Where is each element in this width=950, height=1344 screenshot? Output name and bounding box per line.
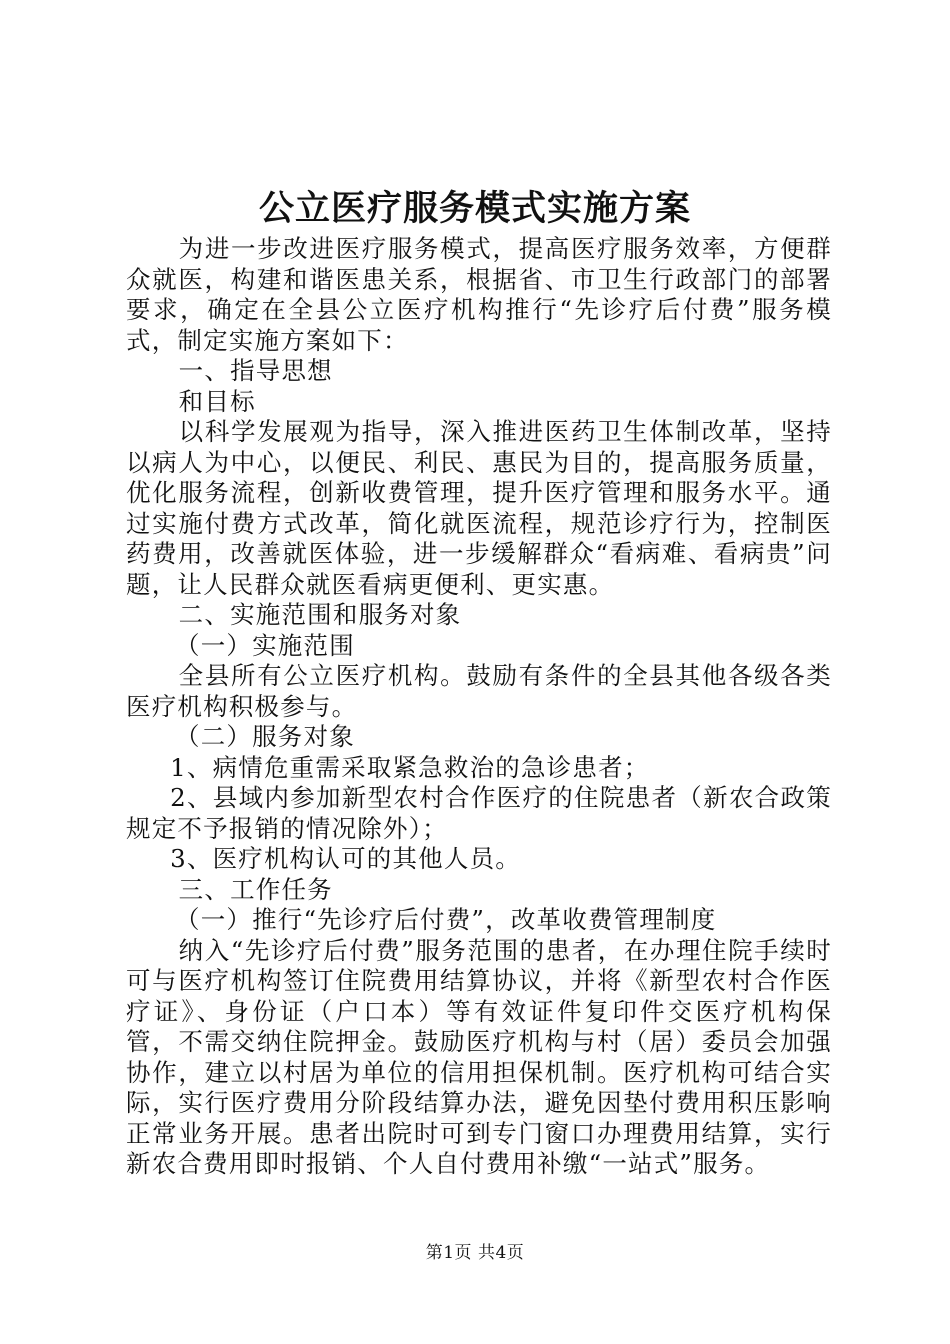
page-footer: 第1页 共4页	[425, 1243, 525, 1263]
section-heading-1: 一、指导思想	[178, 356, 333, 385]
section-heading-1-continued: 和目标	[178, 386, 256, 416]
section-heading-3: 三、工作任务	[178, 874, 333, 904]
paragraph-task-1: 纳入“先诊疗后付费”服务范围的患者，在办理住院手续时可与医疗机构签订住院费用结算协议，并将《新型农村合作医疗证》、身份证（户口本）等有效证件复印件交医疗机构保管，不需交纳住院押金。鼓励医疗机构与村（居）委员会加强协作，建立以村居为单位的信用担保机制。医疗机构可结合实际，实行医疗费用分阶段结算办法，避免因垫付费用积压影响正常业务开展。患者出院时可到专门窗口办理费用结算，实行新农合费用即时报销、个人自付费用补缴“一站式”服务。	[126, 935, 832, 1178]
subsection-heading-task-1: （一）推行“先诊疗后付费”，改革收费管理制度	[175, 905, 717, 934]
paragraph-intro: 为进一步改进医疗服务模式，提高医疗服务效率，方便群众就医，构建和谐医患关系，根据省、市卫生行政部门的部署要求，确定在全县公立医疗机构推行“先诊疗后付费”服务模式，制定实施方案如下：	[126, 234, 832, 355]
document-title: 公立医疗服务模式实施方案	[258, 188, 691, 229]
section-heading-2: 二、实施范围和服务对象	[178, 600, 462, 629]
paragraph-scope: 全县所有公立医疗机构。鼓励有条件的全县其他各级各类医疗机构积极参与。	[126, 661, 832, 721]
list-item-1: 1、病情危重需采取紧急救治的急诊患者；	[170, 752, 650, 782]
subsection-heading-targets: （二）服务对象	[175, 722, 355, 751]
paragraph-guiding-principle: 以科学发展观为指导，深入推进医药卫生体制改革，坚持以病人为中心，以便民、利民、惠民为目的，提高服务质量，优化服务流程，创新收费管理，提升医疗管理和服务水平。通过实施付费方式改革，简化就医流程，规范诊疗行为，控制医药费用，改善就医体验，进一步缓解群众“看病难、看病贵”问题，让人民群众就医看病更便利、更实惠。	[126, 417, 832, 599]
subsection-heading-scope: （一）实施范围	[175, 630, 355, 660]
document-body	[126, 234, 832, 1180]
list-item-2: 2、县域内参加新型农村合作医疗的住院患者（新农合政策规定不予报销的情况除外）；	[126, 783, 832, 843]
list-item-3: 3、医疗机构认可的其他人员。	[170, 844, 521, 873]
